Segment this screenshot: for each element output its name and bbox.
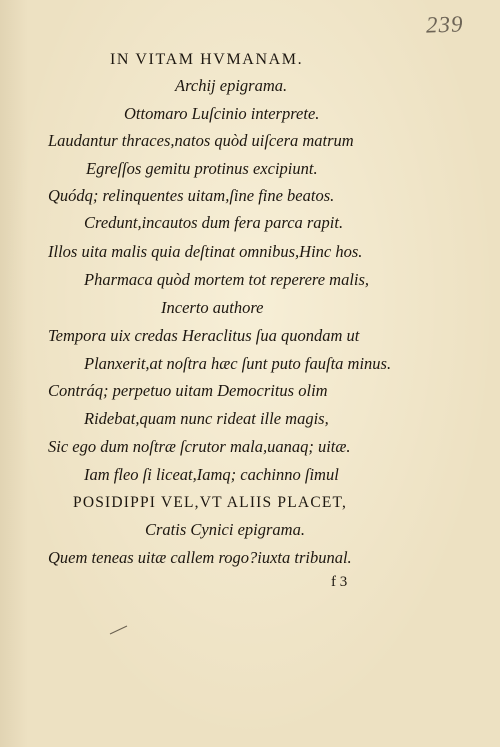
section-heading: POSIDIPPI VEL,VT ALIIS PLACET, bbox=[73, 494, 348, 511]
text-line: Quódq; relinquentes uitam,ſine fine beatos. bbox=[48, 186, 335, 205]
running-head: IN VITAM HVMANAM. bbox=[110, 51, 304, 68]
text-line: Cratis Cynici epigrama. bbox=[145, 520, 305, 539]
text-line: Ottomaro Luſcinio interprete. bbox=[124, 104, 320, 123]
text-line: Iam fleo ſi liceat,Iamq; cachinno ſimul bbox=[84, 465, 339, 484]
pen-stroke-mark bbox=[108, 624, 130, 636]
text-line: Sic ego dum noſtræ ſcrutor mala,uanaq; uitæ. bbox=[48, 437, 351, 456]
text-line: Credunt,incautos dum fera parca rapit. bbox=[84, 213, 344, 232]
text-line: Quem teneas uitæ callem rogo?iuxta tribunal. bbox=[48, 548, 352, 567]
text-line: Incerto authore bbox=[161, 298, 264, 317]
text-line: Tempora uix credas Heraclitus ſua quondam ut bbox=[48, 326, 360, 345]
text-line: Illos uita malis quia deſtinat omnibus,Hinc hos. bbox=[48, 242, 363, 261]
text-line: Archij epigrama. bbox=[175, 76, 288, 95]
signature-mark: f 3 bbox=[331, 574, 348, 590]
text-line: Pharmaca quòd mortem tot reperere malis, bbox=[84, 270, 370, 289]
text-line: Planxerit,at noſtra hæc ſunt puto fauſta minus. bbox=[84, 354, 392, 373]
text-line: Laudantur thraces,natos quòd uiſcera matrum bbox=[48, 131, 354, 150]
text-line: Egreſſos gemitu protinus excipiunt. bbox=[86, 159, 318, 178]
folio-number: 239 bbox=[425, 11, 464, 38]
text-line: Contráq; perpetuo uitam Democritus olim bbox=[48, 381, 328, 400]
text-line: Ridebat,quam nunc rideat ille magis, bbox=[84, 409, 329, 428]
